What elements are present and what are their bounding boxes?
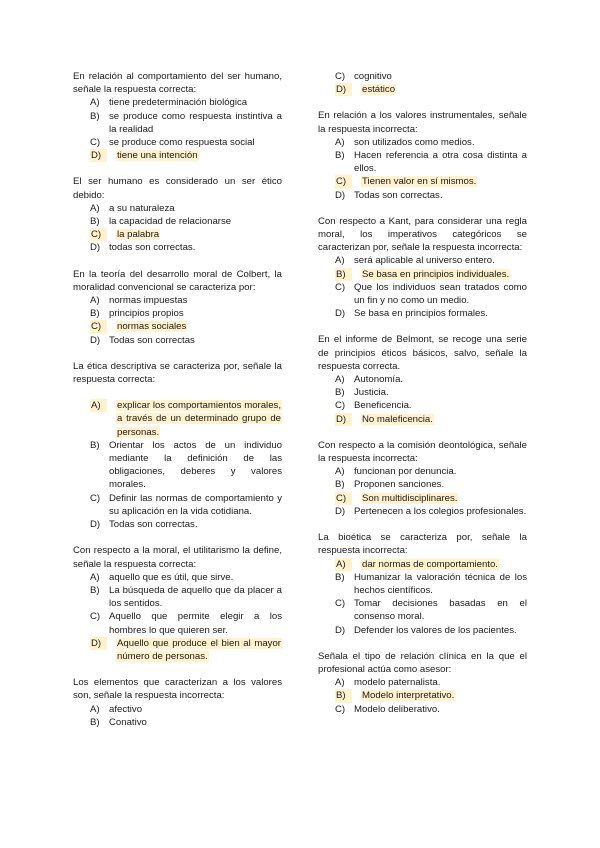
option-letter: C) [335, 175, 352, 188]
option-letter: B) [335, 689, 352, 702]
answer-option [73, 294, 282, 307]
answer-option [318, 307, 527, 320]
answer-option [73, 518, 282, 531]
option-letter: A) [335, 255, 345, 267]
option-text: normas sociales [117, 321, 187, 333]
option-text: Tienen valor en sí mismos. [362, 176, 477, 188]
answer-option [73, 334, 282, 347]
option-text: Todas son correctas. [109, 519, 198, 531]
answer-option [318, 478, 527, 491]
question-stem: Con respecto a la comisión deontológica, señale la respuesta incorrecta: [318, 439, 527, 465]
answer-option [73, 96, 282, 109]
question-stem: Con respecto a Kant, para considerar una regla moral, los imperativos categóricos se caracterizan por, señale la respuesta incorrecta: [318, 215, 527, 254]
option-text: a su naturaleza [109, 202, 175, 214]
option-letter: C) [335, 703, 346, 715]
option-letter: B) [90, 308, 100, 320]
option-letter: B) [90, 584, 100, 596]
option-text: Que los individuos sean tratados como un fin y no como un medio. [354, 281, 527, 307]
answer-option [73, 703, 282, 716]
option-letter: D) [335, 505, 346, 517]
answer-option [318, 624, 527, 637]
answer-option [318, 386, 527, 399]
answer-option [318, 136, 527, 149]
option-letter: C) [335, 281, 346, 293]
answer-option-highlighted [318, 689, 527, 702]
option-text: cognitivo [354, 71, 392, 82]
answer-option [318, 399, 527, 412]
answer-option [73, 215, 282, 228]
answer-option [73, 492, 282, 518]
answer-option-highlighted [318, 558, 527, 571]
question-stem: En la teoría del desarrollo moral de Colbert, la moralidad convencional se caracteriza por: [73, 268, 282, 293]
option-letter: D) [90, 242, 101, 254]
option-text: será aplicable al universo entero. [354, 255, 495, 267]
option-text: Autonomía. [354, 374, 404, 386]
option-letter: A) [335, 136, 345, 148]
answer-option [318, 373, 527, 386]
option-text: Son multidisciplinares. [362, 492, 458, 504]
question-block [318, 650, 527, 716]
option-letter: C) [90, 492, 101, 504]
option-letter: C) [90, 137, 101, 149]
option-text: todas son correctas. [109, 242, 196, 254]
answer-option [318, 676, 527, 689]
question-stem: Los elementos que caracterizan a los valores son, señale la respuesta incorrecta: [73, 677, 282, 702]
option-letter: B) [335, 150, 345, 162]
answer-option [318, 254, 527, 267]
option-text: Beneficencia. [354, 400, 412, 412]
answer-option [73, 307, 282, 320]
option-text: Definir las normas de comportamiento y su aplicación en la vida cotidiana. [109, 492, 282, 517]
option-text: principios propios [109, 308, 184, 320]
option-letter: C) [335, 71, 346, 82]
question-block [73, 70, 282, 162]
option-text: Modelo deliberativo. [354, 703, 440, 715]
question-stem: Señala el tipo de relación clínica en la que el profesional actúa como asesor: [318, 650, 527, 675]
option-letter: A) [90, 97, 100, 109]
option-text: Se basa en principios individuales. [362, 268, 510, 280]
option-letter: B) [90, 716, 100, 728]
question-stem: Con respecto a la moral, el utilitarismo la define, señale la respuesta correcta: [73, 545, 282, 570]
option-text: Defender los valores de los pacientes. [354, 624, 517, 636]
option-letter: D) [335, 83, 352, 96]
option-letter: D) [90, 334, 101, 346]
option-letter: D) [90, 149, 107, 162]
answer-option-highlighted [73, 320, 282, 333]
answer-option [318, 189, 527, 202]
option-text: Proponen sanciones. [354, 479, 445, 491]
answer-option-highlighted [73, 399, 282, 439]
answer-option-highlighted [318, 83, 527, 96]
answer-option [73, 439, 282, 492]
question-block [73, 268, 282, 347]
answer-option-highlighted [318, 175, 527, 188]
question-block [318, 109, 527, 201]
option-text: Aquello que produce el bien al mayor número de personas. [117, 637, 281, 662]
option-text: explicar los comportamientos morales, a través de un determinado grupo de personas. [117, 400, 281, 438]
option-text: Modelo interpretativo. [362, 690, 455, 702]
option-text: Todas son correctas [109, 334, 195, 346]
answer-option-highlighted [73, 228, 282, 241]
answer-option [318, 571, 527, 597]
question-stem: En el informe de Belmont, se recoge una serie de principios éticos básicos, salvo, señale la respuesta correcta. [318, 334, 527, 372]
option-letter: D) [335, 624, 346, 636]
option-letter: C) [90, 228, 107, 241]
option-text: Aquello que permite elegir a los hombres lo que quieren ser. [109, 611, 282, 636]
option-text: estático [362, 84, 396, 96]
option-letter: A) [90, 202, 100, 214]
option-letter: B) [90, 439, 100, 451]
right-column [318, 70, 527, 729]
option-letter: D) [335, 189, 346, 201]
answer-option [318, 505, 527, 518]
option-letter: C) [335, 400, 346, 412]
option-text: No maleficencia. [362, 413, 433, 425]
option-letter: B) [90, 110, 100, 122]
answer-option [318, 597, 527, 623]
option-letter: A) [335, 374, 345, 386]
question-block [73, 544, 282, 663]
option-text: Tomar decisiones basadas en el consenso moral. [354, 598, 527, 623]
option-text: Todas son correctas. [354, 189, 443, 201]
answer-option-highlighted [73, 637, 282, 663]
option-letter: B) [335, 571, 345, 583]
option-text: se produce como respuesta social [109, 137, 255, 149]
option-letter: C) [90, 320, 107, 333]
question-block [73, 360, 282, 531]
option-text: tiene una intención [117, 150, 198, 162]
answer-option [318, 70, 527, 83]
question-stem: En relación al comportamiento del ser humano, señale la respuesta correcta: [73, 71, 282, 96]
answer-option [318, 703, 527, 716]
option-text: Justicia. [354, 387, 389, 399]
option-letter: D) [335, 308, 346, 320]
answer-option [73, 571, 282, 584]
option-letter: D) [335, 413, 352, 426]
answer-option-highlighted [73, 149, 282, 162]
option-text: son utilizados como medios. [354, 136, 475, 148]
option-letter: A) [90, 571, 100, 583]
question-block [318, 531, 527, 637]
option-letter: A) [90, 399, 107, 412]
option-text: Orientar los actos de un individuo mediante la definición de las obligaciones, deberes y valores morales. [109, 439, 282, 491]
question-block [73, 676, 282, 729]
answer-option [318, 465, 527, 478]
question-block [318, 70, 527, 96]
answer-option [318, 149, 527, 175]
answer-option [73, 202, 282, 215]
answer-option-highlighted [318, 268, 527, 281]
option-letter: C) [90, 611, 101, 623]
option-letter: A) [335, 466, 345, 478]
option-text: la palabra [117, 229, 160, 241]
option-letter: A) [335, 677, 345, 689]
question-block [318, 333, 527, 425]
option-text: normas impuestas [109, 295, 188, 307]
option-letter: B) [335, 479, 345, 491]
option-letter: A) [335, 558, 352, 571]
answer-option [73, 610, 282, 636]
question-block [318, 215, 527, 321]
option-text: tiene predeterminación biológica [109, 97, 248, 109]
answer-option [318, 281, 527, 307]
option-letter: A) [90, 295, 100, 307]
question-block [73, 175, 282, 254]
question-stem: La bioética se caracteriza por, señale la respuesta incorrecta: [318, 532, 527, 557]
option-text: se produce como respuesta instintiva a la realidad [109, 110, 282, 135]
option-letter: B) [335, 387, 345, 399]
option-text: Conativo [109, 716, 147, 728]
option-text: Se basa en principios formales. [354, 308, 488, 320]
option-text: Pertenecen a los colegios profesionales. [354, 505, 527, 517]
answer-option-highlighted [318, 413, 527, 426]
option-letter: B) [90, 216, 100, 228]
option-letter: D) [90, 637, 107, 650]
answer-option [73, 110, 282, 136]
answer-option [73, 716, 282, 729]
answer-option [73, 584, 282, 610]
option-text: Humanizar la valoración técnica de los hechos científicos. [354, 571, 527, 596]
question-stem: El ser humano es considerado un ser ético debido: [73, 176, 282, 201]
question-block [318, 439, 527, 518]
question-stem: La ética descriptiva se caracteriza por, señale la respuesta correcta: [73, 360, 282, 386]
left-column [73, 70, 282, 742]
answer-option [73, 136, 282, 149]
option-letter: D) [90, 519, 101, 531]
question-stem: En relación a los valores instrumentales, señale la respuesta incorrecta: [318, 110, 527, 135]
option-letter: A) [90, 703, 100, 715]
option-text: aquello que es útil, que sirve. [109, 571, 234, 583]
answer-option [73, 241, 282, 254]
option-text: modelo paternalista. [354, 677, 441, 689]
option-text: funcionan por denuncia. [354, 466, 457, 478]
option-text: afectivo [109, 703, 143, 715]
option-letter: B) [335, 268, 352, 281]
option-text: la capacidad de relacionarse [109, 216, 232, 228]
option-text: dar normas de comportamiento. [362, 558, 498, 570]
option-letter: C) [335, 492, 352, 505]
answer-option-highlighted [318, 492, 527, 505]
option-text: La búsqueda de aquello que da placer a los sentidos. [109, 584, 282, 610]
option-letter: C) [335, 598, 346, 610]
option-text: Hacen referencia a otra cosa distinta a ellos. [354, 150, 527, 175]
